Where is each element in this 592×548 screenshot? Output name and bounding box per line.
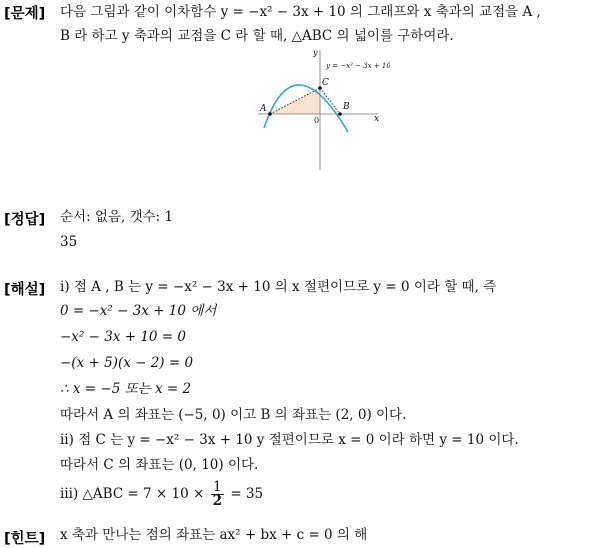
solution-line-6: 따라서 A 의 좌표는 (−5, 0) 이고 B 의 좌표는 (2, 0) 이다.: [60, 407, 407, 423]
answer-value: 35: [60, 234, 78, 250]
segment-cb: [320, 88, 340, 114]
label-c: C: [322, 78, 329, 88]
label-x-axis: x: [374, 114, 380, 124]
solution-area-expr: ⅲ) △ABC = 7 × 10 ×: [60, 486, 205, 502]
answer-tag: [정답]: [4, 212, 46, 228]
solution-line-4: −(x + 5)(x − 2) = 0: [60, 355, 194, 371]
problem-tag: [문제]: [4, 6, 46, 22]
solution-line-2: 0 = −x² − 3x + 10 에서: [60, 303, 217, 319]
point-b-dot: [338, 112, 342, 116]
hint-text: x 축과 만나는 점의 좌표는 ax² + bx + c = 0 의 해: [60, 527, 368, 543]
label-curve: y = −x² − 3x + 10: [326, 62, 390, 70]
fraction-denominator: 2: [212, 493, 223, 509]
solution-line-5: ∴ x = −5 또는 x = 2: [60, 381, 192, 397]
label-a: A: [260, 104, 267, 114]
label-b: B: [343, 102, 350, 112]
solution-area-result: = 35: [230, 486, 264, 502]
solution-line-7: ⅱ) 점 C 는 y = −x² − 3x + 10 y 절편이므로 x = 0 이라 하면 y = 10 이다.: [60, 432, 519, 448]
fraction-one-half: [211, 481, 224, 508]
problem-line-2: B 라 하고 y 축과의 교점을 C 라 할 때, △ABC 의 넓이를 구하여라.: [60, 28, 454, 44]
problem-line-1: 다음 그림과 같이 이차함수 y = −x² − 3x + 10 의 그래프와 x 축과의 교점을 A ,: [60, 4, 541, 20]
point-a-dot: [268, 112, 272, 116]
solution-line-1: ⅰ) 점 A , B 는 y = −x² − 3x + 10 의 x 절편이므로 y = 0 이라 할 때, 즉: [60, 279, 497, 295]
label-y-axis: y: [313, 48, 318, 57]
solution-line-8: 따라서 C 의 좌표는 (0, 10) 이다.: [60, 457, 259, 473]
triangle-abc-fill: [270, 88, 320, 114]
solution-line-9: [60, 475, 263, 513]
solution-line-3: −x² − 3x + 10 = 0: [60, 329, 186, 345]
fraction-numerator: 1: [211, 481, 224, 495]
parabola-figure: [250, 46, 390, 176]
label-origin: 0: [314, 116, 320, 125]
answer-meta: 순서: 없음, 갯수: 1: [60, 209, 174, 225]
hint-tag: [힌트]: [4, 531, 46, 547]
solution-tag: [해설]: [4, 282, 46, 298]
